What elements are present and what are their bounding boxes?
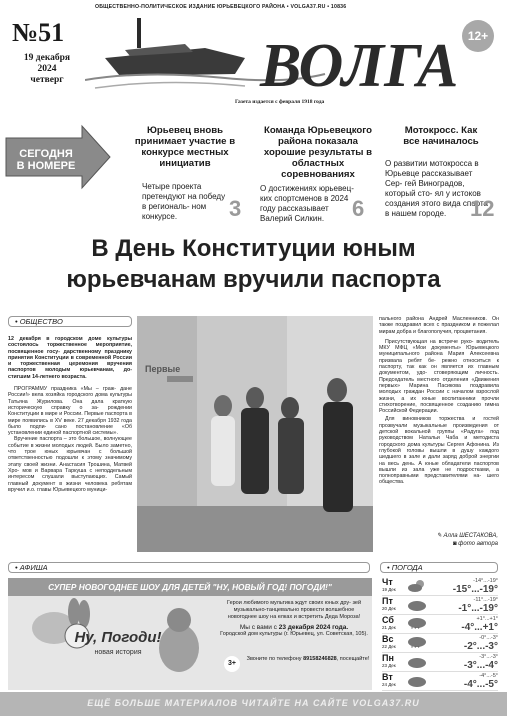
afisha-phone: 89158246828 [303,656,337,662]
masthead-since: Газета издается с февраля 1918 года [235,99,325,105]
article-p2: Вручение паспорта – это большое, волнующее событие в жизни молодых людей. Было заметно, что трое юных юрьевчан с большой ответственностью подошли к этому значимому этапу своей жизни. Анастасия Трошина, Матвей Хро- мов и Варвара Таркуша с неподдельным интересом слушали выступающих. Самый главный документ в жизни человека ребятам вручил и.о. главы Юрьевецкого муници- [8,436,132,493]
masthead-title: ВОЛГА [260,32,459,100]
cloud-icon [406,655,428,669]
weather-date: 21 Дек [382,625,396,630]
issue-date [18,53,76,86]
weather-date: 24 Дек [382,682,396,687]
weather-day: Пн [382,653,394,663]
weather-row [382,653,498,672]
weather-temp: -4°...-5° [463,678,498,690]
svg-text:* * *: * * * [411,627,420,631]
weather-list [382,577,498,691]
masthead-top-line: ОБЩЕСТВЕННО-ПОЛИТИЧЕСКОЕ ИЗДАНИЕ ЮРЬЕВЕЦКОГО РАЙОНА • VOLGA37.RU • 10836 [95,4,347,10]
article-col2-p1: пального района Андрей Масленников. Он также поздравил всех с праздником и пожелал мирам добра и благополучия, процветания. [379,316,499,335]
today-line2: В НОМЕРЕ [16,160,76,172]
teaser-2-title: Команда Юрьевецкого района показала хорошие результаты в областных соревнованиях [263,125,373,180]
weather-night: +1°...+1° [476,615,498,622]
weather-date: 22 Дек [382,644,396,649]
weather-date: 19 Дек [382,587,396,592]
weather-temp: -1°...-19° [458,602,498,614]
camera-icon: ◙ [453,541,457,547]
weather-row [382,577,498,596]
afisha-phone-line [246,656,370,663]
afisha-p3: Городской дом культуры (г. Юрьевец, ул. Советская, 105). [220,631,368,637]
teaser-2-text: О достижениях юрьевец- ких спортсменов в 2024 году рассказывает Валерий Силкин. [260,184,354,223]
weather-temp: -3°...-4° [463,659,498,671]
teaser-2-page: 6 [352,196,365,221]
weather-night: -0°...-3° [479,634,498,641]
article-col1 [8,336,132,493]
weather-date: 20 Дек [382,606,396,611]
afisha-logo-main: Ну, Погоди! [74,629,162,646]
afisha-text [220,600,368,638]
article-col2 [379,316,499,486]
snow-cloud-icon [406,617,428,631]
article-byline [380,532,498,548]
section-label-afisha: • АФИША [8,562,370,573]
svg-text:* * *: * * * [411,646,420,650]
article-photo [137,316,373,552]
afisha-age-badge: 3+ [224,656,240,672]
headline-line2: юрьевчанам вручили паспорта [66,266,441,293]
weather-day: Сб [382,615,394,625]
article-col2-p2: Присутствующая на встрече руко- водитель МКУ МФЦ «Мои документы» Юрьевецкого муниципального района Мария Алексеевна призвала ребят бе- режно относиться к паспорту, так как он является их главным документом, удо- стоверяющим личность. Председатель местного отделения «Движения первых» Марина Пасикова поздравила молодых граждан России с началом взрослой жизни, а их юные воспитанники прочли стихотворение, посвященное созданию гимна Российской Федерации. [379,338,499,415]
main-headline [0,233,507,295]
date-text: 19 декабря 2024 [23,53,71,74]
cloud-icon [406,598,428,612]
headline-line1: В День Конституции юным [91,235,416,262]
weather-temp: -15°...-19° [452,583,498,595]
afisha-logo [63,630,173,660]
age-rating-badge: 12+ [462,20,494,52]
teaser-3-page: 12 [470,196,495,221]
article-col2-p3: Для виновников торжества и гостей прозвучали музыкальные произведения от детской вокальной группы «Радуга» под руководством Натальи Чаба и методиста городского дома культуры Сергея Афонина. Из глубокой головы вышли в душу каждого шедшего в зале и дали заряд доброй энергии на весь день. А юные обладатели паспортов вышли из зала уже не подростками, а полноправными представителями на- шего общества. [379,416,499,486]
issue-number: №51 [12,18,65,47]
weekday-text: четверг [30,75,64,85]
weather-day: Вс [382,634,394,644]
teaser-3-title: Мотокросс. Как все начиналось [403,125,479,147]
section-label-weather: • ПОГОДА [380,562,498,573]
weather-row [382,672,498,691]
afisha-logo-sub: новая история [94,649,142,656]
weather-row [382,634,498,653]
weather-day: Вт [382,672,393,682]
pen-icon: ✎ [436,533,442,539]
weather-night: -4°...-5° [479,672,498,679]
cloud-sun-icon [406,579,428,593]
weather-day: Чт [382,577,393,587]
photo-banner-label: Первые [145,364,181,374]
section-label-society: • ОБЩЕСТВО [8,316,132,327]
afisha-phone-suffix: , посещайте! [336,656,370,662]
weather-night: -3°...-3° [479,653,498,660]
author-text: Алла ШЕСТАКОВА, [443,533,498,539]
afisha-phone-prefix: Звоните по телефону [246,656,304,662]
weather-day: Пт [382,596,393,606]
article-lead: 12 декабря в городском доме культуры состоялось торжественное мероприятие, посвященное госу- дарственному празднику принятия Конституции в современной России и торжественная церемония вручения паспортов молодым юрьевчанам, до- стигшим 14-летнего возраста. [8,336,132,380]
article-p1: ПРОГРАММУ праздника «Мы – граж- дане России!» вела хозяйка городского дома культуры Татьяна Журилова. Она дала краткую историческую справку о за- рождении Конституции в мире и России. Первые паспорта в мире появились в XV веке. 27 декабря 1932 года было подпи- сано постановление «Об установлении единой паспортной системы». [8,386,132,437]
weather-night: -11°...-19° [473,596,498,603]
teaser-1-title: Юрьевец вновь принимает участие в конкурсе местных инициатив [134,125,236,169]
teaser-1-page: 3 [229,196,242,221]
weather-date: 23 Дек [382,663,396,668]
section-text: ОБЩЕСТВО [19,317,63,326]
photo-illustration [137,316,373,552]
weather-night: -14°...-19° [473,577,498,584]
afisha-section-text: АФИША [19,563,48,572]
cloud-icon [406,674,428,688]
photo-credit-text: фото автора [458,541,498,547]
afisha-p1: Герои любимого мультика ждут своих юных дру- зей музыкально-танцевально провести волшебное новогоднее шоу на елках и встретить Деда Мороза! [226,600,362,620]
weather-temp: -2°...-3° [463,640,498,652]
today-line1: СЕГОДНЯ [19,148,73,160]
weather-temp: -4°...+1° [461,621,498,633]
snow-cloud-icon [406,636,428,650]
afisha-p2-prefix: Мы с вами с [239,624,279,631]
volga-logo [85,14,465,102]
weather-section-text: ПОГОДА [391,563,423,572]
today-box [8,148,84,172]
afisha-box [8,578,372,690]
teaser-3-text: О развитии мотокросса в Юрьевце рассказывает Сер- гей Виноградов, который сто- ял у истоков создания этого вида спорта в нашем городе. [385,159,488,218]
weather-row [382,596,498,615]
weather-row [382,615,498,634]
afisha-date: 23 декабря 2024 года. [278,624,349,631]
teaser-1-text: Четыре проекта претендуют на победу в региональ- ном конкурсе. [142,182,226,221]
footer-banner[interactable]: ЕЩЁ БОЛЬШЕ МАТЕРИАЛОВ ЧИТАЙТЕ НА САЙТЕ VOLGA37.RU [0,692,507,716]
afisha-title: СУПЕР НОВОГОДНЕЕ ШОУ ДЛЯ ДЕТЕЙ "НУ, НОВЫЙ ГОД! ПОГОДИ!" [8,578,372,596]
